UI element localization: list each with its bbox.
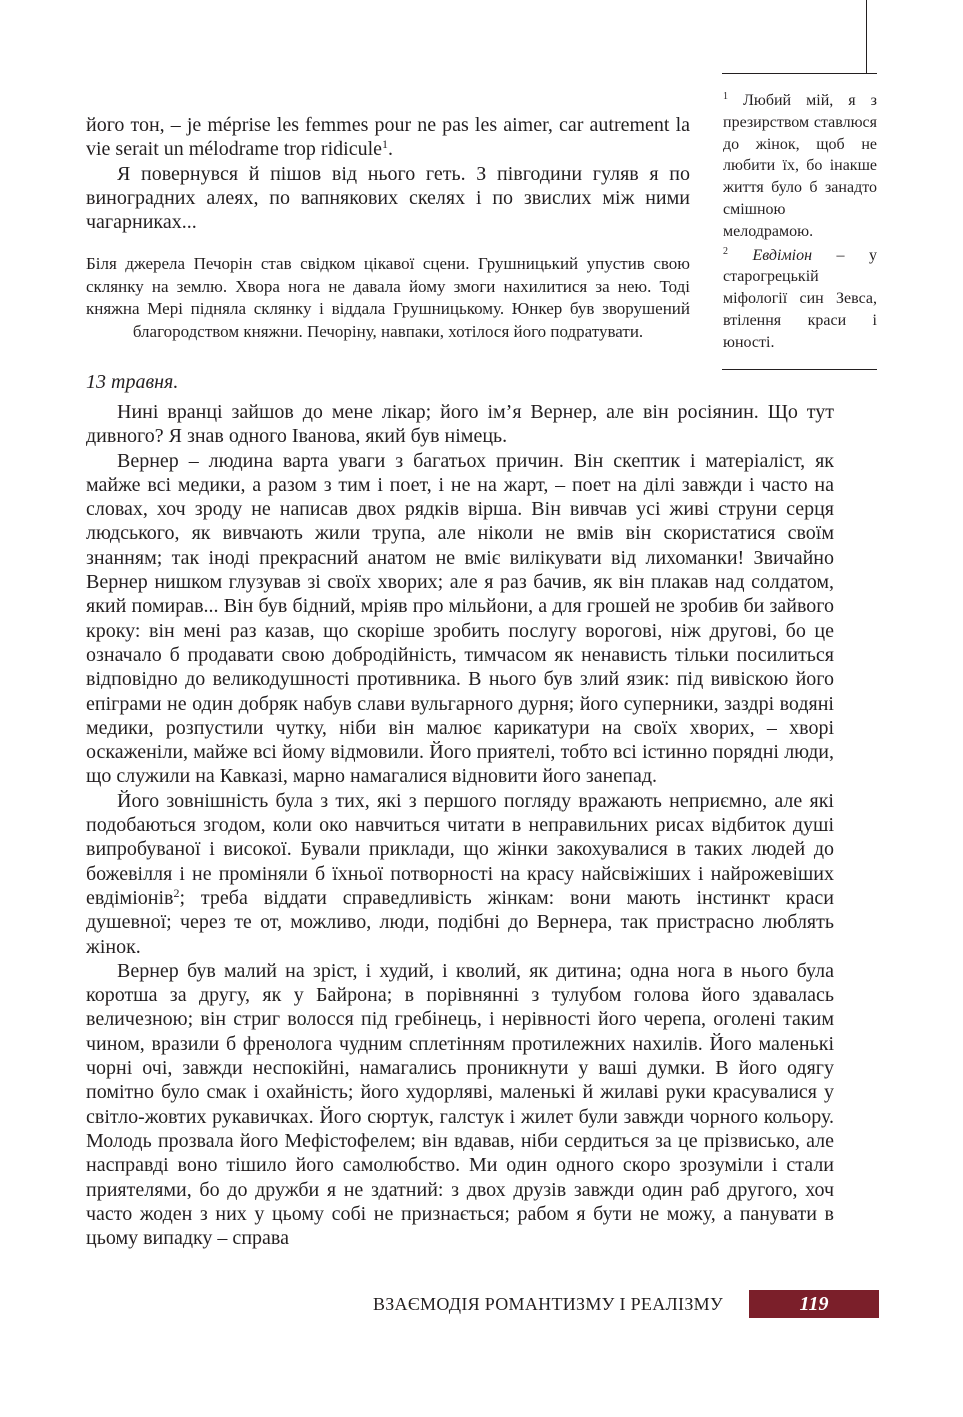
sidenote-1 xyxy=(723,90,877,243)
paragraph-4: Вернер – людина варта уваги з багатьох причин. Він скептик і матеріаліст, як майже всі медики, а разом з тим і поет, і не на жарт, – поет на ділі завжди і часто на словах, хоч зроду не написав двох рядків вірша. Він вивчав усі живі струни серця людського, як вивчають жили трупа, але ніколи не вмів він скористатися своїм знанням; так іноді прекрасний анатом не вміє вилікувати від лихоманки! Звичайно Вернер нишком глузував зі своїх хворих; але я раз бачив, як він плакав над солдатом, який помирав... Він був бідний, мріяв про мільйони, а для грошей не зробив би зайвого кроку: він мені раз казав, що скоріше зробить послугу ворогові, ніж другові, бо це означало б продавати свою добродійність, тимчасом як ненависть тільки посилиться відповідно до великодушності противника. В нього був злий язик: під вивіскою його епіграми не один добряк набув слави вульгарного дурня; його суперники, заздрі водяні медики, розпустили чутку, ніби він малює карикатури на своїх хворих, – хворі оскаженіли, майже всі йому відмовили. Його приятелі, тобто всі істинно порядні люди, що служили на Кавказі, марно намагалися відновити його занепад. xyxy=(86,449,834,788)
paragraph-text: ; треба віддати справедливість жінкам: вони мають інстинкт краси душевної; через те от, можливо, люди, подібні до Вернера, так пристрасно люблять жінок. xyxy=(86,886,834,958)
sidenote-2 xyxy=(723,245,877,354)
paragraph-3: Нині вранці зайшов до мене лікар; його ім’я Вернер, але він росіянин. Що тут дивного? Я знав одного Іванова, який був німець. xyxy=(86,401,834,448)
sidenote-number: 2 xyxy=(723,245,728,257)
running-footer-title: ВЗАЄМОДІЯ РОМАНТИЗМУ І РЕАЛІЗМУ xyxy=(372,1294,723,1314)
chapter-summary: Біля джерела Печорін став свідком цікавої сцени. Грушницький упустив свою склянку на землю. Хвора нога не давала йому змоги нахилитися за нею. Тоді княжна Мері підняла склянку і віддала Грушницькому. Юнкер був зворушений благородством княжни. Печоріну, навпаки, хотілося його подратувати. xyxy=(86,254,690,341)
sidenote-term: Евдіміон xyxy=(752,246,813,264)
sidenote-text: Любий мій, я з презирством ставлюся до жінок, щоб не любити їх, бо інакше життя було б занадто смішною мелодрамою. xyxy=(723,92,877,240)
diary-date: 13 травня. xyxy=(86,371,179,393)
paragraph-6: Вернер був малий на зріст, і худий, і кволий, як дитина; одна нога в нього була коротша за другу, як у Байрона; в порівнянні з тулубом голова його здавалась величезною; він стриг волосся під гребінець, і нерівності його черепа, оголені таким чином, вразили б френолога чудним сплетінням протилежних нахилів. Його маленькі чорні очі, завжди неспокійні, намагались проникнути у ваші думки. В його одягу помітно було смак і охайність; його худорляві, маленькі й жилаві руки красувалися у світло-жовтих рукавичках. Його сюртук, галстук і жилет були завжди чорного кольору. Молодь прозвала його Мефістофелем; він вдавав, ніби сердиться за це прізвисько, але насправді воно тішило його самолюбство. Ми один одного скоро зрозуміли і стали приятелями, бо до дружби я не здатний: з двох друзів завжди один раб другого, хоч часто жоден з них у цьому собі не признається; рабом я бути не можу, а панувати в цьому випадку – справа xyxy=(86,959,834,1250)
paragraph-text: його тон, – je méprise les femmes pour ne pas les aimer, car autrement la vie serait un mélodrame trop ridicule xyxy=(86,114,690,161)
page-number-box xyxy=(749,1290,879,1318)
footnote-ref-1: 1 xyxy=(382,137,389,152)
sidenote-top-rule xyxy=(722,73,877,74)
sidenote-number: 1 xyxy=(723,91,728,102)
text-column-wide xyxy=(86,368,834,1250)
margin-vertical-rule xyxy=(866,0,867,73)
paragraph-1: його тон, – je méprise les femmes pour ne pas les aimer, car autrement la vie serait un mélodrame trop ridicule$^1$. xyxy=(86,114,690,161)
sidenotes xyxy=(723,90,877,356)
sidenote-text: – у старогрецькій міфології син Зевса, втілення краси і юності. xyxy=(723,246,877,351)
paragraph-5 xyxy=(86,789,834,959)
paragraph-2: Я повернувся й пішов від нього геть. З півгодини гуляв я по виноградних алеях, по вапнякових скелях і по звислих між ними чагарниках... xyxy=(86,162,690,234)
page-number: 119 xyxy=(799,1293,829,1315)
paragraph-text: Його зовнішність була з тих, які з першого погляду вражають неприємно, але які подобаються згодом, коли око навчиться читати в неправильних рисах відбиток душі випробуваної і високої. Бували приклади, що жінки закохувалися в таких людей до божевілля і не проміняли б їхньої потворності на красу найсвіжіших і найрожевіших евдіміонів xyxy=(86,789,834,909)
footnote-ref-2: 2 xyxy=(173,885,180,900)
text-column-narrow xyxy=(86,113,690,343)
